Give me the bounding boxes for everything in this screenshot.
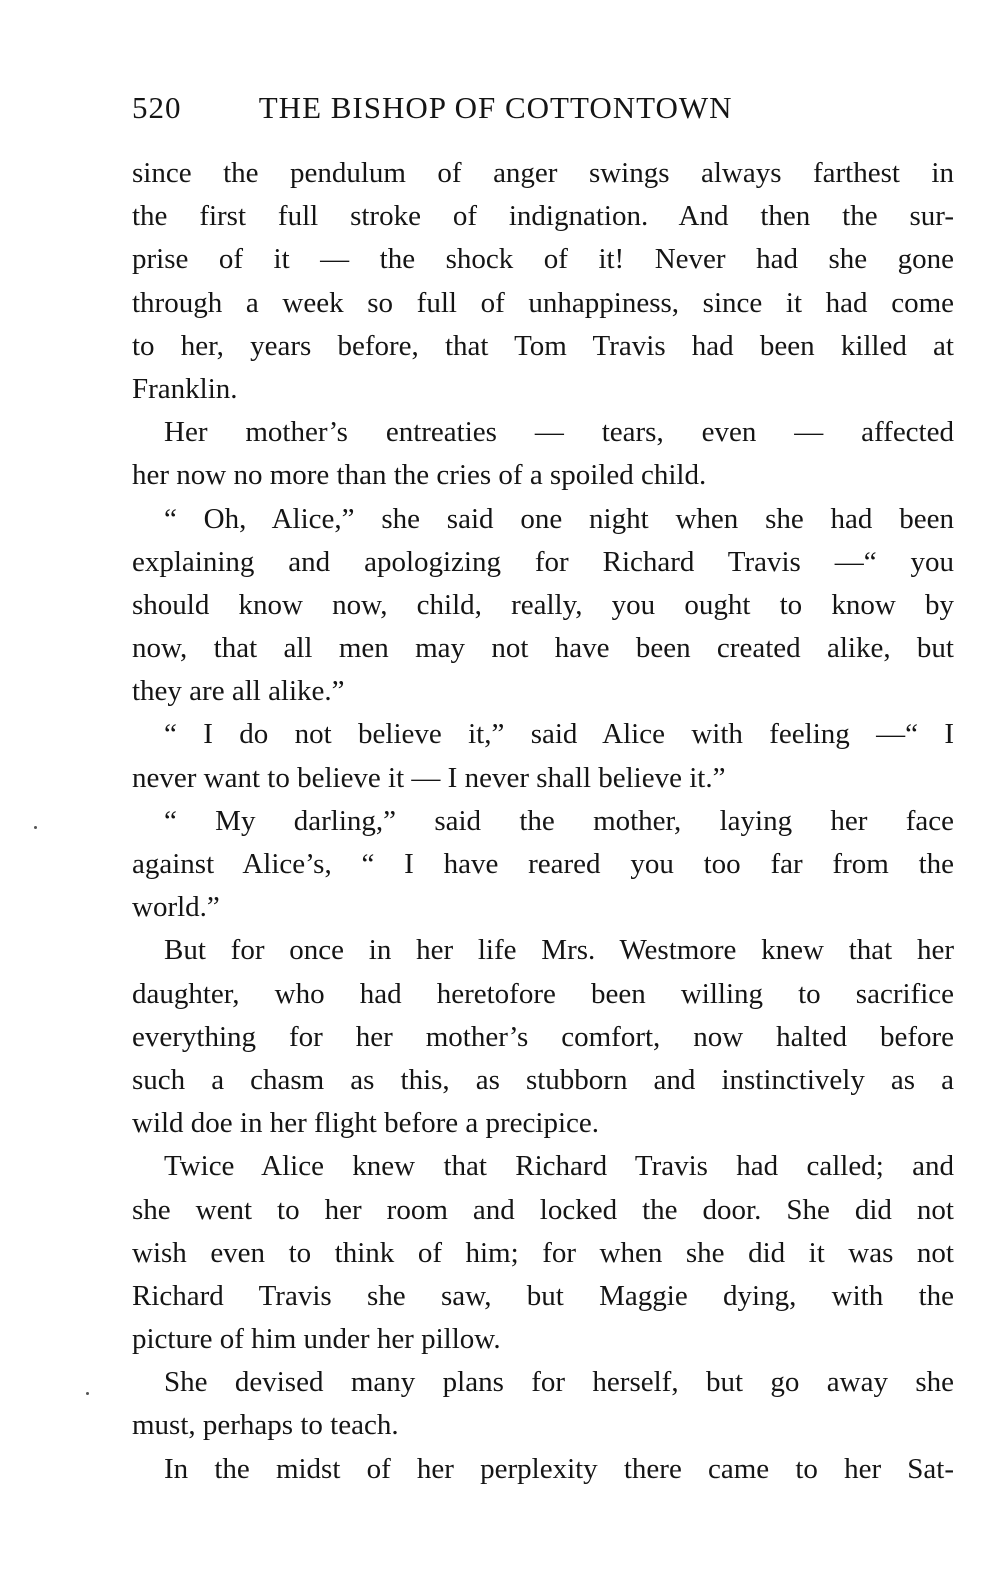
body-text (132, 152, 954, 1491)
text-line: daughter, who had heretofore been willing to sacrifice (132, 977, 954, 1010)
text-line: Franklin. (132, 372, 238, 405)
scan-speck (86, 1392, 89, 1395)
text-line: explaining and apologizing for Richard Travis —“ you (132, 545, 954, 578)
text-line: world.” (132, 891, 220, 924)
text-line: the first full stroke of indignation. And then the sur- (132, 200, 954, 233)
text-line: to her, years before, that Tom Travis had been killed at (132, 329, 954, 362)
text-line: her now no more than the cries of a spoiled child. (132, 459, 707, 492)
text-line: through a week so full of unhappiness, since it had come (132, 286, 954, 319)
text-line: since the pendulum of anger swings always farthest in (132, 157, 954, 189)
text-line: But for once in her life Mrs. Westmore knew that her (164, 934, 954, 967)
text-line: everything for her mother’s comfort, now halted before (132, 1020, 954, 1053)
text-line: against Alice’s, “ I have reared you too far from the (132, 848, 954, 880)
text-line: Richard Travis she saw, but Maggie dying, with the (132, 1279, 954, 1312)
text-line: wish even to think of him; for when she did it was not (132, 1236, 954, 1269)
text-line: should know now, child, really, you ought to know by (132, 588, 954, 621)
text-line: She devised many plans for herself, but go away she (164, 1366, 954, 1399)
text-line: never want to believe it — I never shall believe it.” (132, 761, 726, 794)
text-line: In the midst of her perplexity there came to her Sat- (164, 1452, 954, 1485)
text-line: prise of it — the shock of it! Never had she gone (132, 243, 954, 276)
text-line: Twice Alice knew that Richard Travis had called; and (164, 1150, 954, 1183)
page-number: 520 (132, 90, 182, 125)
text-line: wild doe in her flight before a precipice. (132, 1107, 600, 1140)
running-header (132, 90, 872, 134)
text-line: must, perhaps to teach. (132, 1409, 399, 1442)
text-line: now, that all men may not have been created alike, but (132, 632, 954, 665)
text-line: such a chasm as this, as stubborn and instinctively as a (132, 1063, 954, 1096)
text-line: Her mother’s entreaties — tears, even — affected (164, 416, 954, 449)
text-line: “ I do not believe it,” said Alice with feeling —“ I (164, 718, 954, 751)
scan-speck (34, 826, 37, 829)
text-line: they are all alike.” (132, 675, 345, 708)
text-line: “ My darling,” said the mother, laying her face (164, 804, 954, 837)
text-line: “ Oh, Alice,” she said one night when she had been (164, 502, 954, 535)
text-line: picture of him under her pillow. (132, 1323, 501, 1356)
running-title: THE BISHOP OF COTTONTOWN (258, 90, 733, 125)
text-line: she went to her room and locked the door. She did not (132, 1193, 954, 1226)
